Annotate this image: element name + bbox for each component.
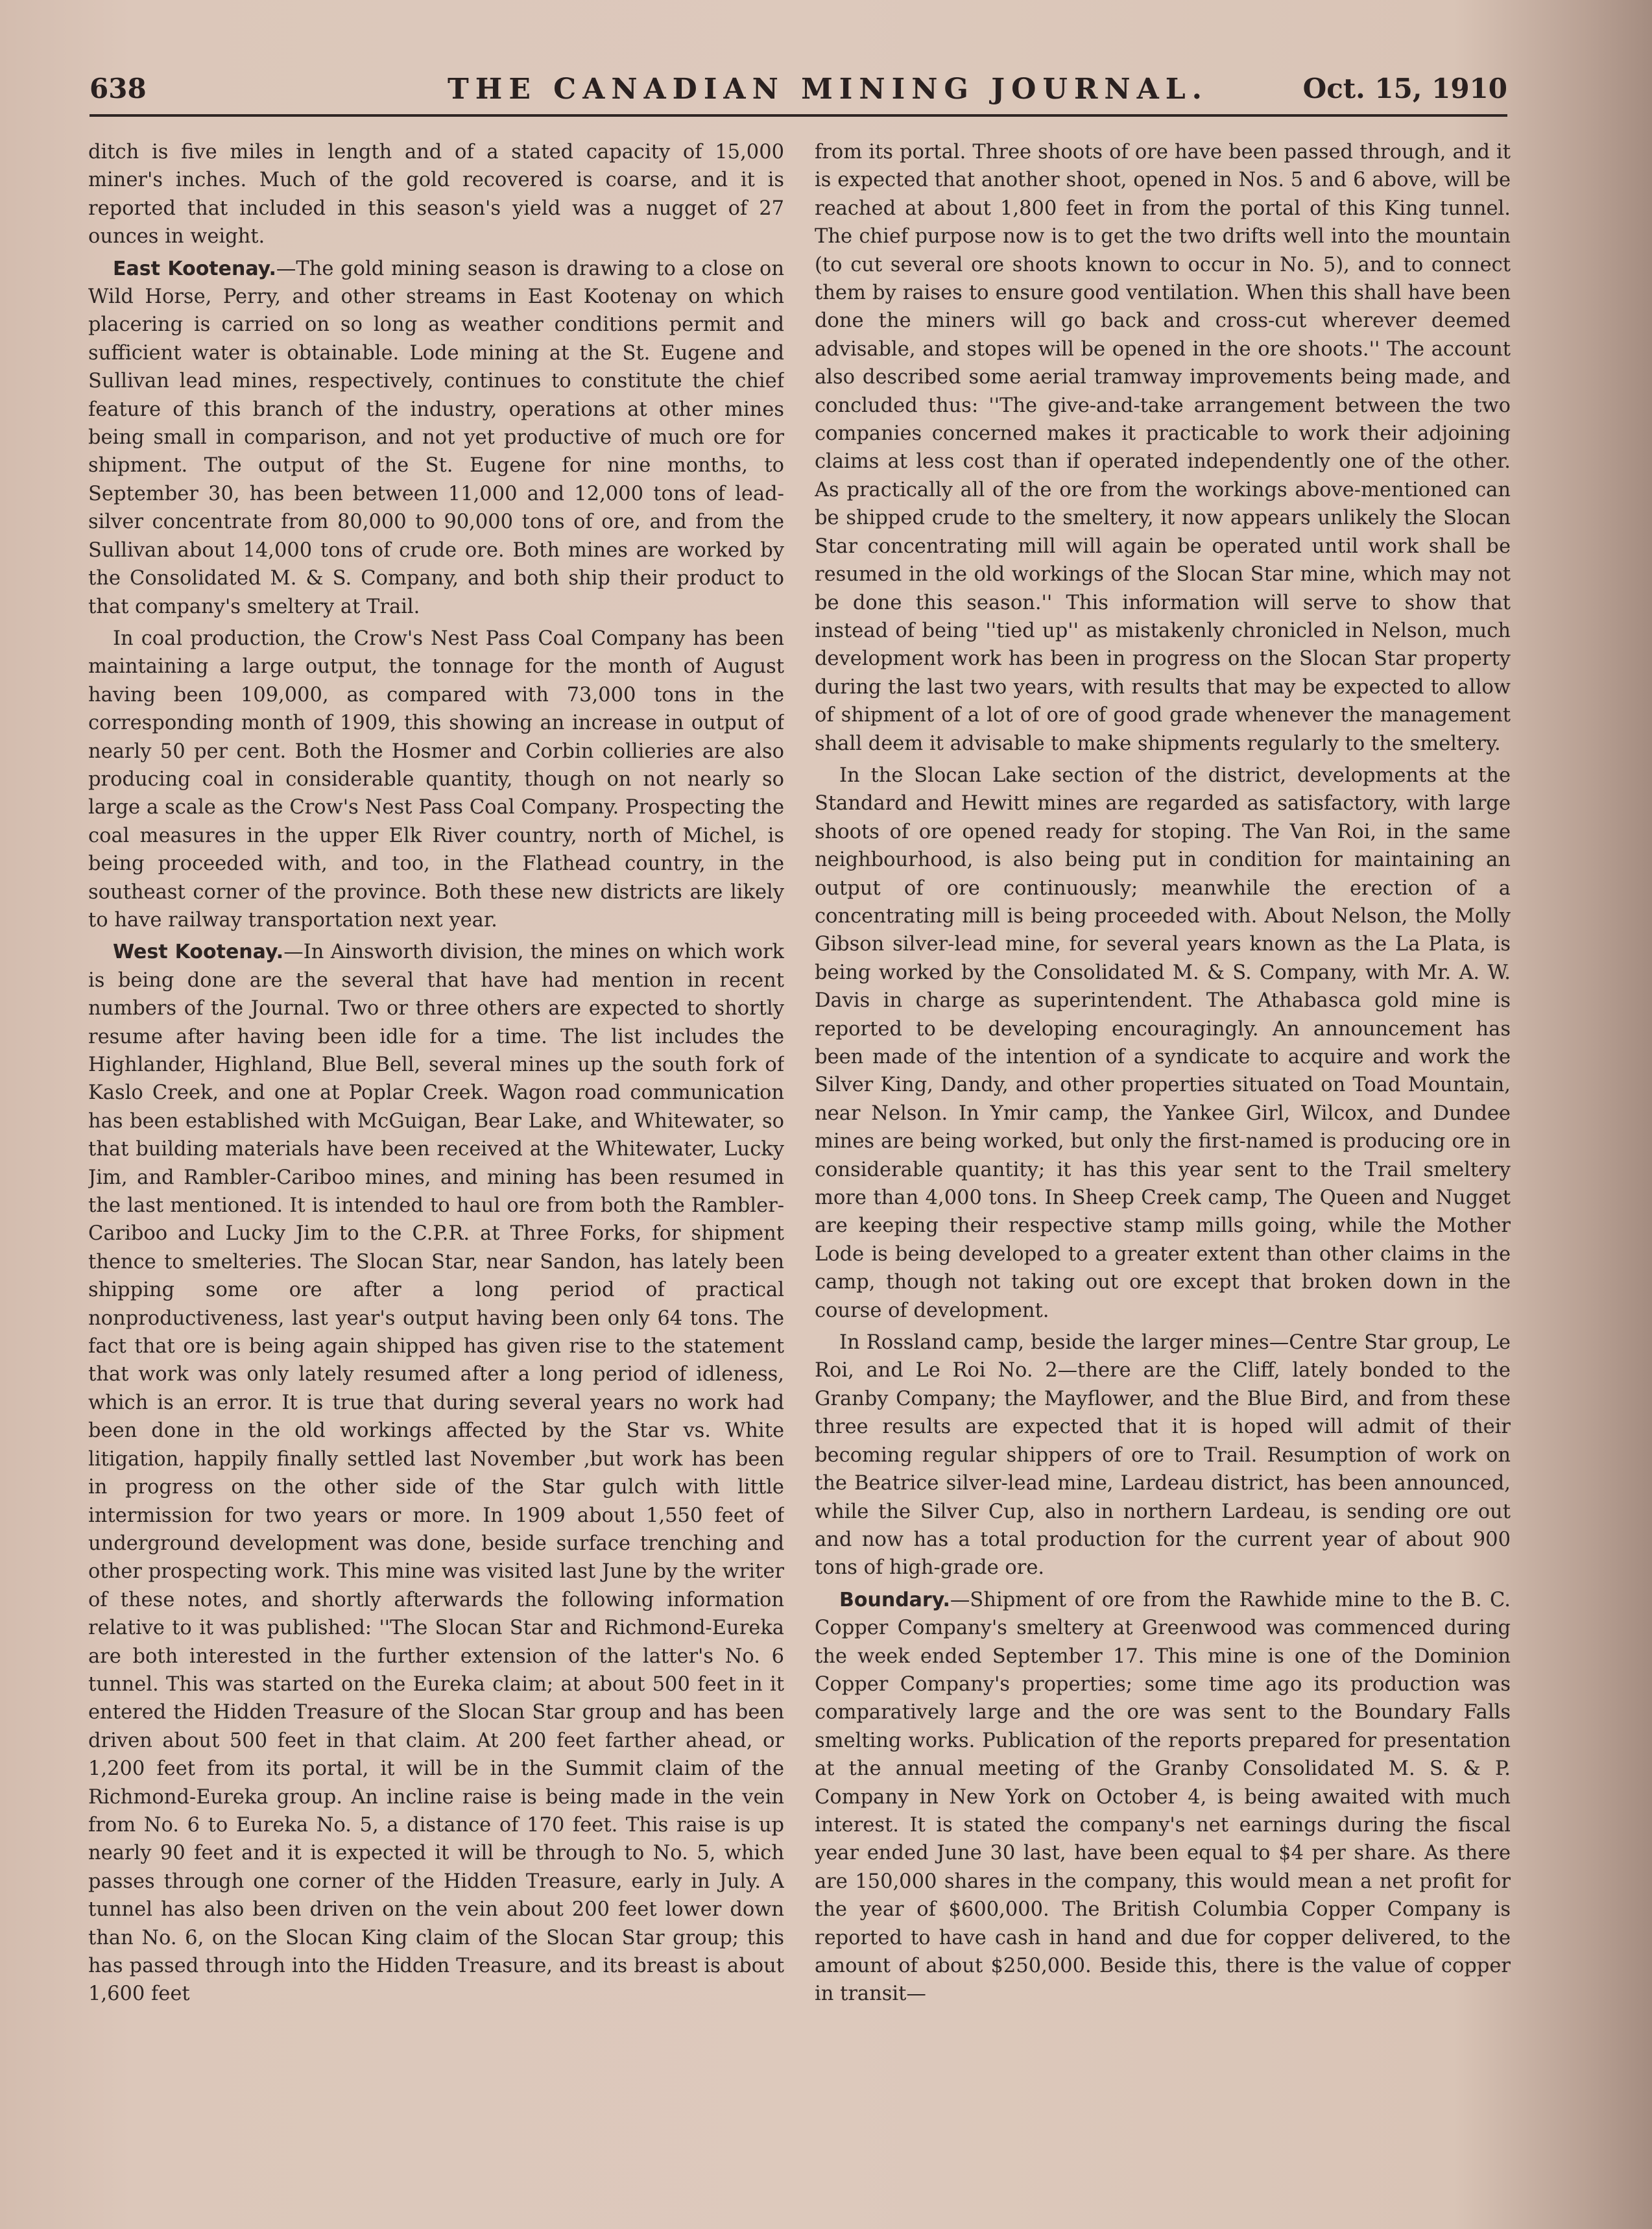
paragraph: In Rossland camp, beside the larger mines—Centre Star group, Le Roi, and Le Roi No. 2—there are the Cliff, lately bonded to the Granby Company; the Mayflower, and the Blue Bird, and from these three results are expected that it is hoped will admit of their becoming regular shippers of ore to Trail. Resumption of work on the Beatrice silver-lead mine, Lardeau district, has been announced, while the Silver Cup, also in northern Lardeau, is sending ore out and now has a total production for the current year of about 900 tons of high-grade ore. [815,1331,1511,1580]
paragraph: In coal production, the Crow's Nest Pass Coal Company has been maintaining a large output, the tonnage for the month of August having been 109,000, as compared with 73,000 tons in the corresponding month of 1909, this showing an increase in output of nearly 50 per cent. Both the Hosmer and Corbin collieries are also producing coal in considerable quantity, though on not nearly so large a scale as the Crow's Nest Pass Coal Company. Prospecting the coal measures in the upper Elk River country, north of Michel, is being proceeded with, and too, in the Flathead country, in the southeast corner of the province. Both these new districts are likely to have railway transportation next year. [88,627,784,932]
paragraph [815,1586,1511,2008]
page-number: 638 [90,73,147,104]
section-heading-boundary: Boundary. [839,1588,950,1611]
issue-date: Oct. 15, 1910 [1302,73,1507,104]
paragraph-body: —The gold mining season is drawing to a close on Wild Horse, Perry, and other streams in East Kootenay on which placering is carried on so long as weather conditions permit and sufficient water is obtainable. Lode mining at the St. Eugene and Sullivan lead mines, respectively, continues to constitute the chief feature of this branch of the industry, operations at other mines being small in comparison, and not yet productive of much ore for shipment. The output of the St. Eugene for nine months, to September 30, has been between 11,000 and 12,000 tons of lead-silver concentrate from 80,000 to 90,000 tons of ore, and from the Sullivan about 14,000 tons of crude ore. Both mines are worked by the Consolidated M. & S. Company, and both ship their product to that company's smeltery at Trail. [88,257,784,618]
section-heading-west-kootenay: West Kootenay. [113,941,284,964]
paragraph: In the Slocan Lake section of the district, developments at the Standard and Hewitt mines are regarded as satisfactory, with large shoots of ore opened ready for stoping. The Van Roi, in the same neighbourhood, is also being put in condition for maintaining an output of ore continuously; meanwhile the erection of a concentrating mill is being proceeded with. About Nelson, the Molly Gibson silver-lead mine, for several years known as the La Plata, is being worked by the Consolidated M. & S. Company, with Mr. A. W. Davis in charge as superintendent. The Athabasca gold mine is reported to be developing encouragingly. An announcement has been made of the intention of a syndicate to acquire and work the Silver King, Dandy, and other properties situated on Toad Mountain, near Nelson. In Ymir camp, the Yankee Girl, Wilcox, and Dundee mines are being worked, but only the first-named is producing ore in considerable quantity; it has this year sent to the Trail smeltery more than 4,000 tons. In Sheep Creek camp, The Queen and Nugget are keeping their respective stamp mills going, while the Mother Lode is being developed to a greater extent than other claims in the camp, though not taking out ore except that broken down in the course of development. [815,764,1511,1322]
paragraph-body: —Shipment of ore from the Rawhide mine to the B. C. Copper Company's smeltery at Greenwood was commenced during the week ended September 17. This mine is one of the Dominion Copper Company's properties; some time ago its production was comparatively large and the ore was sent to the Boundary Falls smelting works. Publication of the reports prepared for presentation at the annual meeting of the Granby Consolidated M. S. & P. Company in New York on October 4, is being awaited with much interest. It is stated the company's net earnings during the fiscal year ended June 30 last, have been equal to $4 per share. As there are 150,000 shares in the company, this would mean a net profit for the year of $600,000. The British Columbia Copper Company is reported to have cash in hand and due for copper delivered, to the amount of about $250,000. Beside this, there is the value of copper in transit— [815,1588,1511,2006]
paragraph [88,938,784,2008]
paragraph [88,255,784,621]
header-rule [90,114,1507,117]
paragraph: from its portal. Three shoots of ore have been passed through, and it is expected that another shoot, opened in Nos. 5 and 6 above, will be reached at about 1,800 feet in from the portal of this King tunnel. The chief purpose now is to get the two drifts well into the mountain (to cut several ore shoots known to occur in No. 5), and to connect them by raises to ensure good ventilation. When this shall have been done the miners will go back and cross-cut wherever deemed advisable, and stopes will be opened in the ore shoots.'' The account also described some aerial tramway improvements being made, and concluded thus: ''The give-and-take arrangement between the two companies concerned makes it practicable to work their adjoining claims at less cost than if operated independently one of the other. As practically all of the ore from the workings above-mentioned can be shipped crude to the smeltery, it now appears unlikely the Slocan Star concentrating mill will again be operated until work shall be resumed in the old workings of the Slocan Star mine, which may not be done this season.'' This information will serve to show that instead of being ''tied up'' as mistakenly chronicled in Nelson, much development work has been in progress on the Slocan Star property during the last two years, with results that may be expected to allow of shipment of a lot of ore of good grade whenever the management shall deem it advisable to make shipments regularly to the smeltery. [815,141,1511,755]
section-heading-east-kootenay: East Kootenay. [113,257,276,280]
paragraph-body: —In Ainsworth division, the mines on which work is being done are the several that have had mention in recent numbers of the Journal. Two or three others are expected to shortly resume after having been idle for a time. The list includes the Highlander, Highland, Blue Bell, several mines up the south fork of Kaslo Creek, and one at Poplar Creek. Wagon road communication has been established with McGuigan, Bear Lake, and Whitewater, so that building materials have been received at the Whitewater, Lucky Jim, and Rambler-Cariboo mines, and mining has been resumed in the last mentioned. It is intended to haul ore from both the Rambler-Cariboo and Lucky Jim to the C.P.R. at Three Forks, for shipment thence to smelteries. The Slocan Star, near Sandon, has lately been shipping some ore after a long period of practical nonproductiveness, last year's output having been only 64 tons. The fact that ore is being again shipped has given rise to the statement that work was only lately resumed after a long period of idleness, which is an error. It is true that during several years no work had been done in the old workings affected by the Star vs. White litigation, happily finally settled last November ,but work has been in progress on the other side of the Star gulch with little intermission for two years or more. In 1909 about 1,550 feet of underground development was done, beside surface trenching and other prospecting work. This mine was visited last June by the writer of these notes, and shortly afterwards the following information relative to it was published: ''The Slocan Star and Richmond-Eureka are both interested in the further extension of the latter's No. 6 tunnel. This was started on the Eureka claim; at about 500 feet in it entered the Hidden Treasure of the Slocan Star group and has been driven about 500 feet in that claim. At 200 feet farther ahead, or 1,200 feet from its portal, it will be in the Summit claim of the Richmond-Eureka group. An incline raise is being made in the vein from No. 6 to Eureka No. 5, a distance of 170 feet. This raise is up nearly 90 feet and it is expected it will be through to No. 5, which passes through one corner of the Hidden Treasure, early in July. A tunnel has also been driven on the vein about 200 feet lower down than No. 6, on the Slocan King claim of the Slocan Star group; this has passed through into the Hidden Treasure, and its breast is about 1,600 feet [88,941,784,2006]
left-column [88,138,784,2117]
paragraph: ditch is five miles in length and of a stated capacity of 15,000 miner's inches. Much of the gold recovered is coarse, and it is reported that included in this season's yield was a nugget of 27 ounces in weight. [88,141,784,248]
running-header [90,73,1507,112]
right-column [815,138,1511,2117]
journal-title: THE CANADIAN MINING JOURNAL. [448,73,1208,106]
